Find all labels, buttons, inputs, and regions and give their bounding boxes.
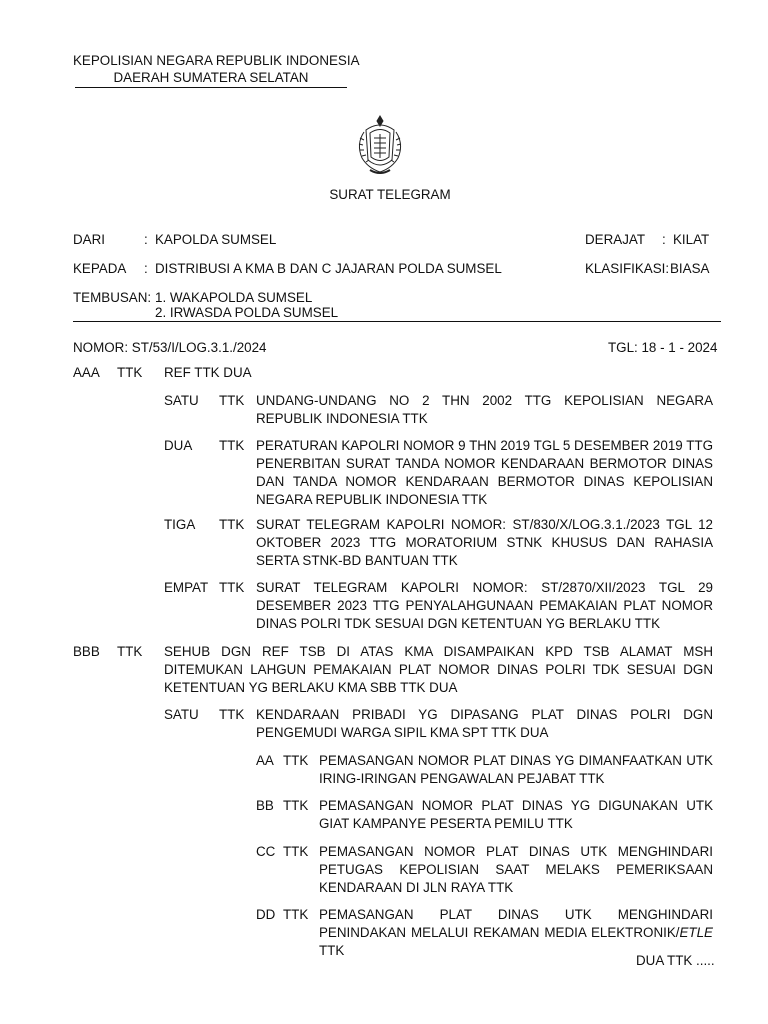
- letterhead-line2: DAERAH SUMATERA SELATAN: [75, 69, 347, 88]
- sub-text: PEMASANGAN NOMOR PLAT DINAS YG DIGUNAKAN UTK GIAT KAMPANYE PESERTA PEMILU TTK: [319, 798, 713, 831]
- sub-ttk: TTK: [283, 907, 309, 922]
- letterhead-line1: KEPOLISIAN NEGARA REPUBLIK INDONESIA: [73, 53, 360, 68]
- aaa-label: AAA: [73, 365, 100, 380]
- continuation-marker: DUA TTK .....: [636, 953, 715, 968]
- document-title: SURAT TELEGRAM: [329, 187, 451, 202]
- dari-colon: :: [144, 232, 148, 247]
- dari-value: KAPOLDA SUMSEL: [155, 232, 277, 247]
- kepada-colon: :: [144, 261, 148, 276]
- sub-num: AA: [256, 753, 274, 768]
- sub-text-b: TTK: [319, 943, 345, 958]
- nomor: NOMOR: ST/53/I/LOG.3.1./2024: [73, 340, 267, 355]
- etle-term: ETLE: [679, 925, 713, 940]
- sub-ttk: TTK: [283, 798, 309, 813]
- tembusan-label: TEMBUSAN:: [73, 290, 152, 305]
- item-num: DUA: [164, 438, 193, 453]
- tanggal: TGL: 18 - 1 - 2024: [608, 340, 718, 355]
- item-num: EMPAT: [164, 580, 209, 595]
- header-divider: [73, 321, 721, 322]
- sub-text: PEMASANGAN NOMOR PLAT DINAS UTK MENGHINDARI PETUGAS KEPOLISIAN SAAT MELAKS PEMERIKSAAN KENDARAAN DI JLN RAYA TTK: [319, 844, 713, 895]
- polri-emblem-icon: [352, 112, 408, 178]
- kepada-label: KEPADA: [73, 261, 127, 276]
- sub-num: CC: [256, 844, 276, 859]
- tembusan-item-1: 1. WAKAPOLDA SUMSEL: [155, 290, 313, 305]
- dari-label: DARI: [73, 232, 105, 247]
- bbb-sub-aa: [256, 752, 713, 788]
- aaa-item-satu: [164, 392, 713, 428]
- klasifikasi-label: KLASIFIKASI:: [585, 261, 670, 276]
- bbb-sub-dd: [256, 906, 713, 958]
- sub-num: DD: [256, 907, 276, 922]
- bbb-item-satu: [164, 706, 713, 742]
- sub-text: PEMASANGAN NOMOR PLAT DINAS YG DIMANFAATKAN UTK IRING-IRINGAN PENGAWALAN PEJABAT TTK: [319, 753, 713, 786]
- aaa-text: REF TTK DUA: [164, 365, 252, 380]
- kepada-value: DISTRIBUSI A KMA B DAN C JAJARAN POLDA SUMSEL: [155, 261, 502, 276]
- item-text: UNDANG-UNDANG NO 2 THN 2002 TTG KEPOLISIAN NEGARA REPUBLIK INDONESIA TTK: [256, 393, 713, 426]
- item-ttk: TTK: [219, 438, 245, 453]
- derajat-value: KILAT: [673, 232, 710, 247]
- bbb-sub-cc: [256, 843, 713, 897]
- item-text: PERATURAN KAPOLRI NOMOR 9 THN 2019 TGL 5 DESEMBER 2019 TTG PENERBITAN SURAT TANDA NOMOR KENDARAAN BERMOTOR DINAS DAN TANDA NOMOR KENDARAAN BERMOTOR DINAS KEPOLISIAN NEGARA REPUBLIK INDONESIA TTK: [256, 438, 713, 507]
- aaa-item-empat: [164, 579, 713, 633]
- bbb-sub-bb: [256, 797, 713, 833]
- derajat-colon: :: [662, 232, 666, 247]
- bbb-text: SEHUB DGN REF TSB DI ATAS KMA DISAMPAIKAN KPD TSB ALAMAT MSH DITEMUKAN LAHGUN PEMAKAIAN PLAT NOMOR DINAS POLRI TDK SESUAI DGN KETENTUAN YG BERLAKU KMA SBB TTK DUA: [164, 644, 713, 695]
- section-bbb: [73, 643, 713, 697]
- item-ttk: TTK: [219, 580, 245, 595]
- item-text: SURAT TELEGRAM KAPOLRI NOMOR: ST/830/X/LOG.3.1./2023 TGL 12 OKTOBER 2023 TTG MORATORIUM STNK KHUSUS DAN RAHASIA SERTA STNK-BD BANTUAN TTK: [256, 517, 713, 568]
- item-num: SATU: [164, 393, 199, 408]
- item-ttk: TTK: [219, 517, 245, 532]
- sub-num: BB: [256, 798, 274, 813]
- aaa-ttk: TTK: [117, 365, 143, 380]
- sub-text-a: PEMASANGAN PLAT DINAS UTK MENGHINDARI PENINDAKAN MELALUI REKAMAN MEDIA ELEKTRONIK/: [319, 907, 713, 940]
- item-ttk: TTK: [219, 393, 245, 408]
- item-num: SATU: [164, 707, 199, 722]
- item-num: TIGA: [164, 517, 196, 532]
- derajat-label: DERAJAT: [585, 232, 646, 247]
- item-text: KENDARAAN PRIBADI YG DIPASANG PLAT DINAS POLRI DGN PENGEMUDI WARGA SIPIL KMA SPT TTK DUA: [256, 707, 713, 740]
- aaa-item-dua: [164, 437, 713, 509]
- item-text: SURAT TELEGRAM KAPOLRI NOMOR: ST/2870/XII/2023 TGL 29 DESEMBER 2023 TTG PENYALAHGUNAAN PEMAKAIAN PLAT NOMOR DINAS POLRI TDK SESUAI DGN KETENTUAN YG BERLAKU TTK: [256, 580, 713, 631]
- sub-ttk: TTK: [283, 753, 309, 768]
- aaa-item-tiga: [164, 516, 713, 570]
- item-ttk: TTK: [219, 707, 245, 722]
- tembusan-item-2: 2. IRWASDA POLDA SUMSEL: [155, 305, 339, 320]
- bbb-ttk: TTK: [117, 644, 143, 659]
- bbb-label: BBB: [73, 644, 100, 659]
- klasifikasi-value: BIASA: [670, 261, 710, 276]
- sub-ttk: TTK: [283, 844, 309, 859]
